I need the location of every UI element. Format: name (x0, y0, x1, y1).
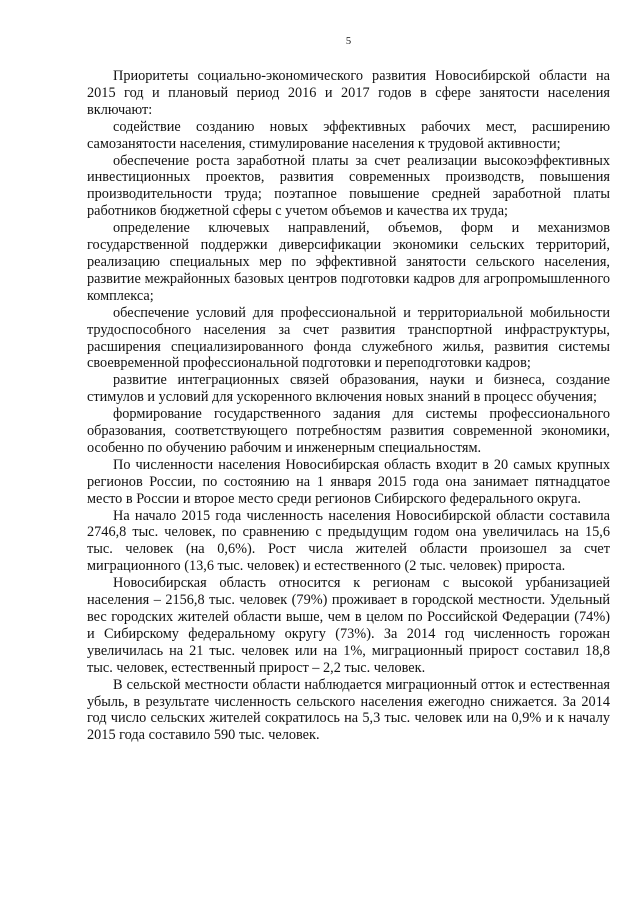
paragraph-population-rank: По численности населения Новосибирская область входит в 20 самых крупных регионов России, по состоянию на 1 января 2015 года она занимает пятнадцатое место в России и второе место среди регионов Сибирского федерального округа. (87, 456, 610, 507)
paragraph-priority-education: формирование государственного задания для системы профессионального образования, соответствующего потребностям развития современной экономики, особенно по обучению рабочим и инженерным специальностям. (87, 406, 610, 456)
paragraph-intro: Приоритеты социально-экономического развития Новосибирской области на 2015 год и плановый период 2016 и 2017 годов в сфере занятости населения включают: (87, 68, 610, 118)
paragraph-urbanization: Новосибирская область относится к регионам с высокой урбанизацией населения – 2156,8 тыс. человек (79%) проживает в городской местности. Удельный вес городских жителей области выше, чем в целом по Российской Федерации (74%) и Сибирскому федеральному округу (73%). За 2014 год численность горожан увеличилась на 21 тыс. человек или на 1%, миграционный прирост составил 18,8 тыс. человек, естественный прирост – 2,2 тыс. человек. (87, 575, 610, 676)
paragraph-priority-mobility: обеспечение условий для профессиональной и территориальной мобильности трудоспособного населения за счет развития транспортной инфраструктуры, расширения специализированного фонда служебного жилья, развития системы своевременной профессиональной подготовки и переподготовки кадров; (87, 304, 610, 372)
paragraph-priority-integration: развитие интеграционных связей образования, науки и бизнеса, создание стимулов и условий для ускоренного включения новых знаний в процесс обучения; (87, 372, 610, 406)
paragraph-priority-wages: обеспечение роста заработной платы за счет реализации высокоэффективных инвестиционных проектов, развития современных производств, повышения производительности труда; поэтапное повышение средней заработной платы работников бюджетной сферы с учетом объемов и качества их труда; (87, 152, 610, 220)
document-body (87, 68, 610, 744)
paragraph-population-total: На начало 2015 года численность населения Новосибирской области составила 2746,8 тыс. человек, по сравнению с предыдущим годом она увеличилась на 15,6 тыс. человек (на 0,6%). Рост числа жителей области произошел за счет миграционного (13,6 тыс. человек) и естественного (2 тыс. человек) прироста. (87, 507, 610, 575)
page-number: 5 (345, 36, 352, 47)
paragraph-priority-jobs: содействие созданию новых эффективных рабочих мест, расширению самозанятости населения, стимулирование населения к трудовой активности; (87, 118, 610, 152)
paragraph-priority-rural: определение ключевых направлений, объемов, форм и механизмов государственной поддержки диверсификации экономики сельских территорий, реализацию специальных мер по эффективной занятости сельского населения, развитие межрайонных базовых центров подготовки кадров для агропромышленного комплекса; (87, 220, 610, 304)
paragraph-rural-decline: В сельской местности области наблюдается миграционный отток и естественная убыль, в результате численность сельского населения ежегодно снижается. За 2014 год число сельских жителей сократилось на 5,3 тыс. человек или на 0,9% и к началу 2015 года составило 590 тыс. человек. (87, 676, 610, 744)
